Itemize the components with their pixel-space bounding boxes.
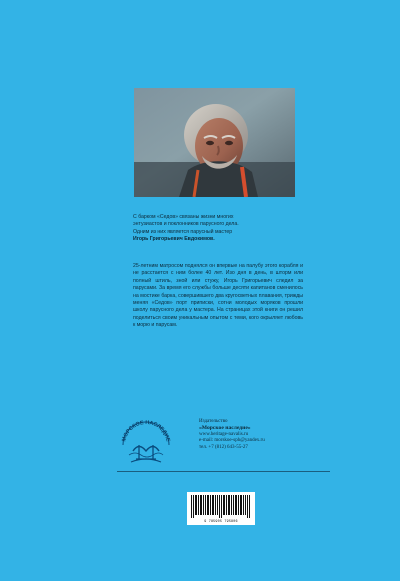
intro-text <box>133 214 303 244</box>
publisher-email: e-mail: morskoe-sph@yandex.ru <box>199 438 265 444</box>
intro-line-1: С барком «Седов» связаны жизни многих <box>133 214 234 220</box>
barcode-digits: 9 785905 795806 <box>204 520 238 524</box>
svg-text:МОРСКОЕ НАСЛЕДИЕ <box>121 420 171 443</box>
master-name: Игорь Григорьевич Евдокимов. <box>133 236 215 243</box>
body-paragraph: 25-летним матросом поднялся он впервые на палубу этого корабля и не расстается с ним более 40 лет. Изо дня в день, в шторм или полный штиль, зной или стужу, Игорь Григорьевич следил за парусами. За время его службы больше десяти капитанов сменилось на мостике барка, совершившего два кругосветных плавания, трижды меняя «Седов» порт приписки, сотни молодых моряков прошли школу парусного дела у мастера. На страницах этой книги он решил поделиться своим уникальным опытом с теми, кого окрыляет любовь к морю и парусам. <box>133 263 303 329</box>
publisher-phone: тел. +7 (812) 643-55-27 <box>199 444 248 450</box>
publisher-label: Издательство <box>199 419 228 424</box>
portrait-photo-icon <box>134 88 295 197</box>
bottom-divider <box>117 471 330 472</box>
publisher-name: «Морское наследие» <box>199 425 251 432</box>
publisher-website: www.heritage-navalis.ru <box>199 431 249 437</box>
body-text <box>133 263 303 330</box>
intro-line-2: энтузиастов и поклонников парусного дела. <box>133 221 239 228</box>
cover-photo <box>134 88 295 197</box>
intro-line-3: Одним из них является парусный мастер <box>133 228 233 235</box>
sea-heritage-logo-icon <box>117 415 175 467</box>
logo-text: МОРСКОЕ НАСЛЕДИЕ <box>121 419 171 443</box>
barcode <box>187 492 255 525</box>
publisher-block <box>117 415 327 467</box>
publisher-contacts <box>199 419 265 451</box>
publisher-logo <box>117 415 175 467</box>
